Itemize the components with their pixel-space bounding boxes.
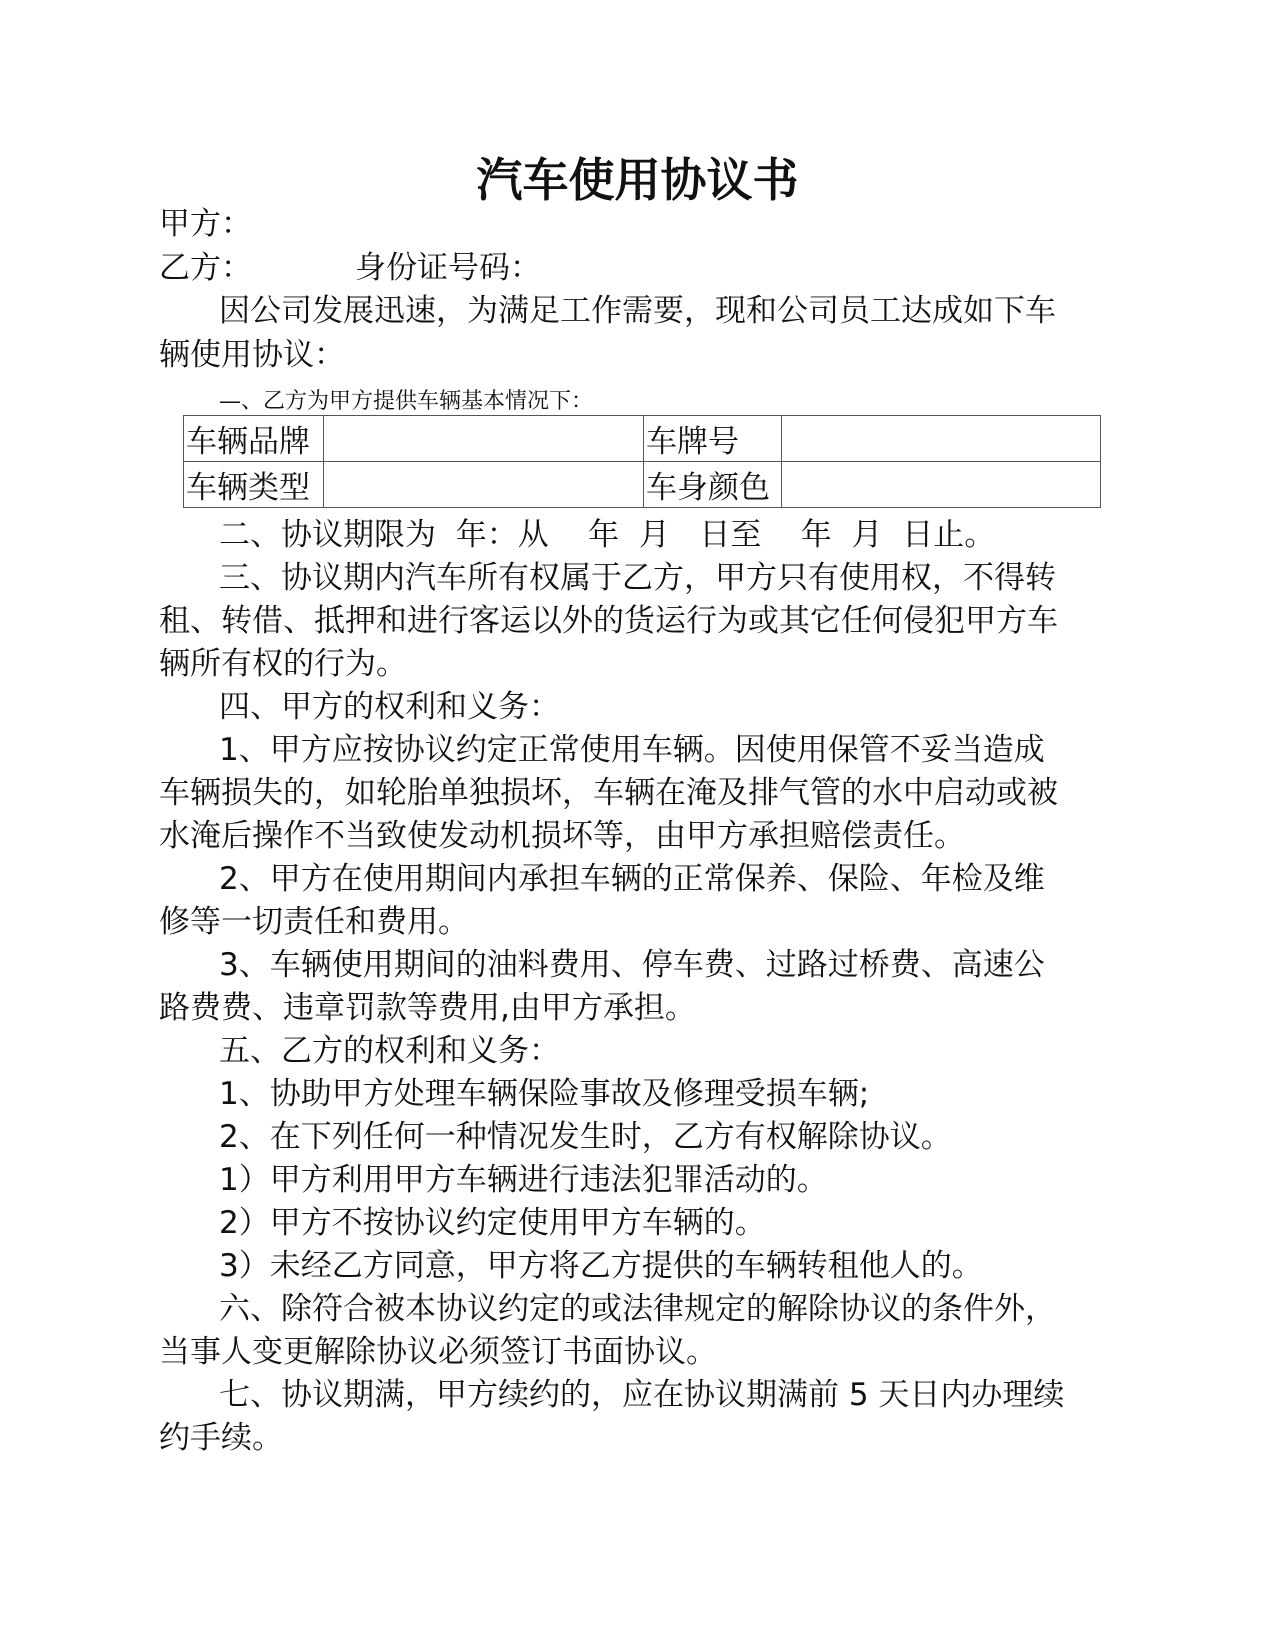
section1-heading: —、乙方为甲方提供车辆基本情况下：: [219, 389, 594, 414]
section4-heading: 四、甲方的权利和义务：: [219, 689, 560, 725]
plate-number-label: 车牌号: [644, 416, 782, 462]
section7-line-1: 七、协议期满，甲方续约的，应在协议期满前 5 天日内办理续: [219, 1377, 1065, 1413]
body-color-label: 车身颜色: [644, 462, 782, 508]
body-color-value: [782, 462, 1101, 508]
table-row: [184, 416, 1101, 462]
section5-sub3: 3）未经乙方同意，甲方将乙方提供的车辆转租他人的。: [219, 1248, 983, 1284]
section4-item1-line-3: 水淹后操作不当致使发动机损坏等，由甲方承担赔偿责任。: [159, 818, 965, 854]
section4-item1-line-2: 车辆损失的，如轮胎单独损坏，车辆在淹及排气管的水中启动或被: [159, 775, 1058, 811]
id-number-label: 身份证号码：: [355, 250, 541, 286]
section2-term: 二、协议期限为 年：从 年 月 日至 年 月 日止。: [219, 517, 996, 553]
document-title: 汽车使用协议书: [476, 153, 799, 207]
section4-item3-line-2: 路费费、违章罚款等费用,由甲方承担。: [159, 990, 696, 1026]
party-b-label: 乙方：: [159, 250, 252, 286]
section4-item2-line-1: 2、甲方在使用期间内承担车辆的正常保养、保险、年检及维: [219, 861, 1045, 897]
intro-line-2: 辆使用协议：: [159, 337, 345, 373]
vehicle-brand-value: [324, 416, 644, 462]
party-a-label: 甲方：: [159, 206, 252, 242]
section5-sub2: 2）甲方不按协议约定使用甲方车辆的。: [219, 1205, 766, 1241]
vehicle-info-table: [183, 415, 1101, 508]
vehicle-type-value: [324, 462, 644, 508]
section3-line-3: 辆所有权的行为。: [159, 646, 407, 682]
section4-item1-line-1: 1、甲方应按协议约定正常使用车辆。因使用保管不妥当造成: [219, 732, 1045, 768]
vehicle-type-label: 车辆类型: [184, 462, 324, 508]
table-row: [184, 462, 1101, 508]
section5-item2: 2、在下列任何一种情况发生时，乙方有权解除协议。: [219, 1119, 952, 1155]
section3-line-1: 三、协议期内汽车所有权属于乙方，甲方只有使用权，不得转: [219, 560, 1056, 596]
section5-sub1: 1）甲方利用甲方车辆进行违法犯罪活动的。: [219, 1162, 828, 1198]
section4-item2-line-2: 修等一切责任和费用。: [159, 904, 469, 940]
vehicle-brand-label: 车辆品牌: [184, 416, 324, 462]
section5-heading: 五、乙方的权利和义务：: [219, 1033, 560, 1069]
section3-line-2: 租、转借、抵押和进行客运以外的货运行为或其它任何侵犯甲方车: [159, 603, 1058, 639]
section6-line-1: 六、除符合被本协议约定的或法律规定的解除协议的条件外，: [219, 1291, 1056, 1327]
section6-line-2: 当事人变更解除协议必须签订书面协议。: [159, 1334, 717, 1370]
plate-number-value: [782, 416, 1101, 462]
intro-line-1: 因公司发展迅速，为满足工作需要，现和公司员工达成如下车: [219, 293, 1056, 329]
section5-item1: 1、协助甲方处理车辆保险事故及修理受损车辆;: [219, 1076, 870, 1112]
section4-item3-line-1: 3、车辆使用期间的油料费用、停车费、过路过桥费、高速公: [219, 947, 1045, 983]
section7-line-2: 约手续。: [159, 1420, 283, 1456]
